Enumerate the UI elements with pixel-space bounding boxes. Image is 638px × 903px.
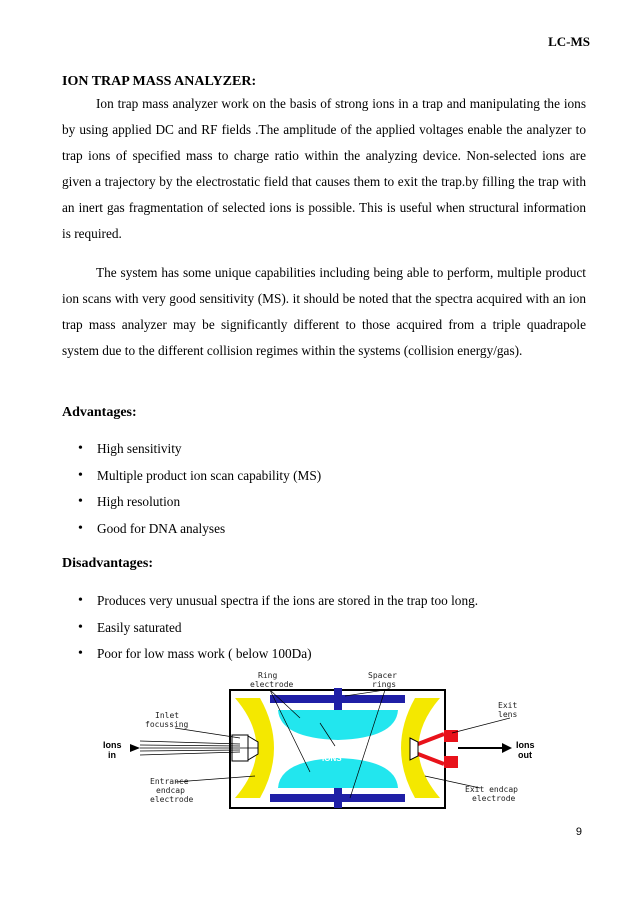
ring-label-1: Ring	[258, 671, 278, 680]
exit-cone	[410, 738, 418, 760]
disadvantages-heading: Disadvantages:	[62, 556, 154, 571]
body-paragraph-1: Ion trap mass analyzer work on the basis of strong ions in a trap and manipulating the ions by using applied DC and RF fields .The amplitude of the applied voltages enable the analyzer to trap ions of specified mass to charge ratio within the analyzing device. Non-selected ions are given a trajectory by the electrostatic field that causes them to exit the trap.by filling the trap with an inert gas fragmentation of selected ions is possible. This is useful when structural information is required.	[62, 96, 586, 241]
spacer-label-2: rings	[372, 680, 397, 689]
inlet-label-1: Inlet	[155, 711, 180, 720]
ion-trap-diagram	[100, 668, 560, 828]
ions-in-arrow	[130, 744, 140, 752]
entrance-endcap-label-2: endcap	[156, 786, 185, 795]
spacer-label-1: Spacer	[368, 671, 397, 680]
list-item: • Good for DNA analyses	[78, 516, 321, 543]
trapped-ions-label-2: IONS	[322, 754, 342, 763]
trapped-ions-label-1: TRAPPED	[308, 745, 347, 754]
page-number: 9	[575, 826, 582, 838]
body-paragraph-2: The system has some unique capabilities including being able to perform, multiple product ion scans with very good sensitivity (MS). it should be noted that the spectra acquired with an ion trap mass analyzer may be significantly different to those acquired from a triple quadrapole system due to the different collision regimes within the systems (collision energy/gas).	[62, 265, 586, 358]
ions-in-label-1: Ions	[103, 740, 122, 750]
running-header: LC-MS	[548, 34, 590, 49]
list-item: • Easily saturated	[78, 615, 478, 642]
ions-out-label-2: out	[518, 750, 532, 760]
ring-label-2: electrode	[250, 680, 294, 689]
list-item: • Produces very unusual spectra if the ions are stored in the trap too long.	[78, 588, 478, 615]
bottom-spacer	[334, 786, 342, 808]
list-item: • Poor for low mass work ( below 100Da)	[78, 641, 478, 668]
inlet-label-2: focussing	[145, 720, 189, 729]
list-item: • High resolution	[78, 489, 321, 516]
top-spacer	[334, 688, 342, 710]
exit-endcap-label-2: electrode	[472, 794, 516, 803]
ions-out-label-1: Ions	[516, 740, 535, 750]
list-item: • Multiple product ion scan capability (MS)	[78, 463, 321, 490]
ions-out-arrow	[502, 743, 512, 753]
exit-lens-label-1: Exit	[498, 701, 518, 710]
advantages-heading: Advantages:	[62, 405, 137, 420]
list-item: • High sensitivity	[78, 436, 321, 463]
disadvantages-list	[78, 588, 478, 668]
exit-lens-bottom	[444, 756, 458, 768]
ions-in-label-2: in	[108, 750, 116, 760]
entrance-endcap-label-3: electrode	[150, 795, 194, 804]
exit-lens-label-2: lens	[498, 710, 518, 719]
entrance-endcap-label-1: Entrance	[150, 777, 189, 786]
advantages-list	[78, 436, 321, 542]
exit-endcap-label-1: Exit endcap	[465, 785, 518, 794]
section-heading: ION TRAP MASS ANALYZER:	[62, 74, 257, 89]
